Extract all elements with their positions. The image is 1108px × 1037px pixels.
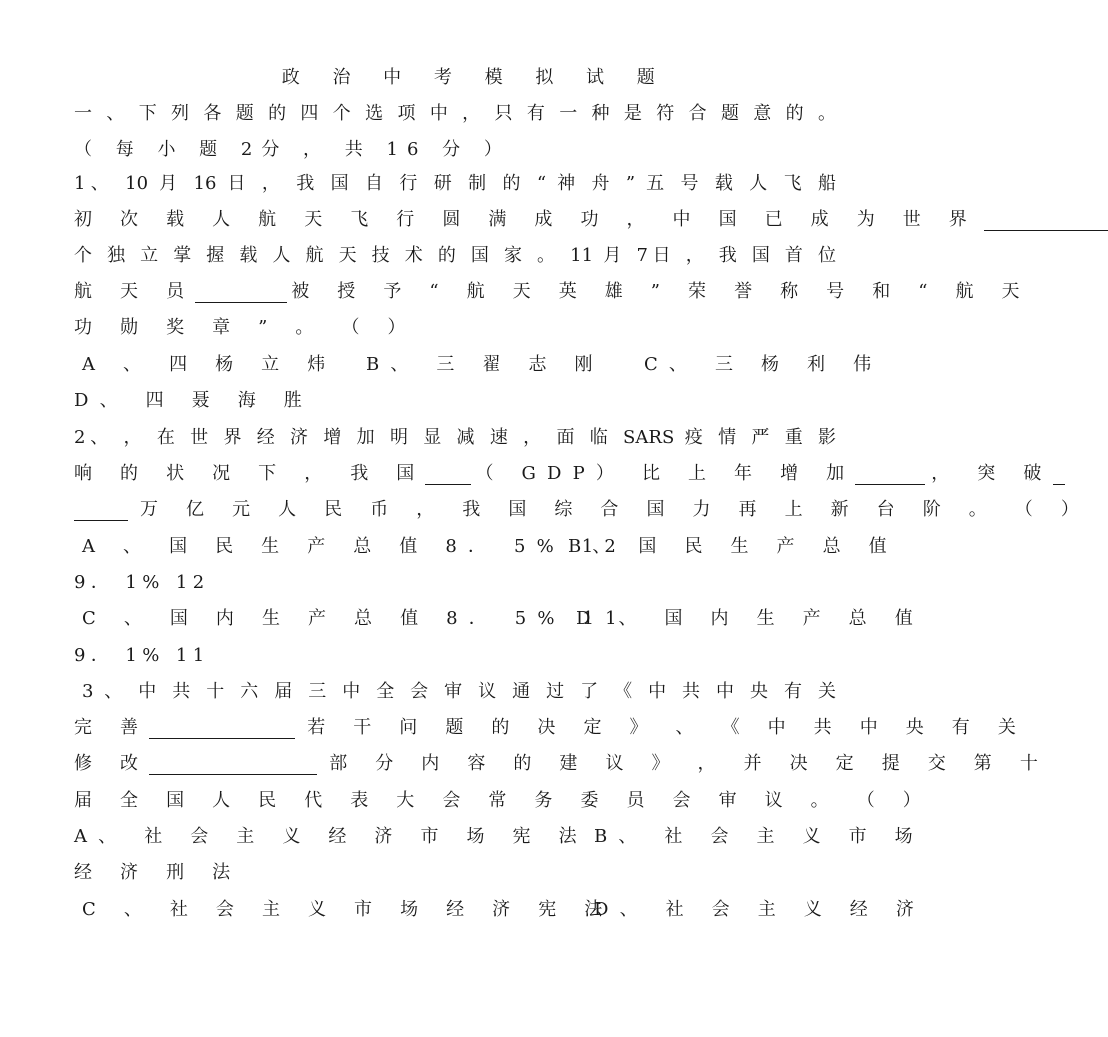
q2-blank-1: [425, 462, 471, 485]
q3-line-1: 3 、 中 共 十 六 届 三 中 全 会 审 议 通 过 了 《 中 共 中 央 有 关: [82, 681, 836, 702]
q3-option-b: B、 社 会 主 义 市 场: [594, 826, 924, 847]
q1-option-d: D、 四 聂 海 胜: [74, 390, 313, 411]
q2-line-2-c: ， 突 破: [931, 463, 1053, 484]
q3-line-3-pre: 修 改: [74, 753, 150, 774]
q3-line-2-post: 若 干 问 题 的 决 定 》 、 《 中 共 中 央 有 关: [307, 717, 1027, 738]
q2-blank-2: [855, 462, 925, 485]
q1-line-4: [74, 274, 1031, 310]
q3-line-4: 届 全 国 人 民 代 表 大 会 常 务 委 员 会 审 议 。 （ ）: [74, 790, 932, 811]
q1-option-a: A 、 四 杨 立 炜: [82, 354, 337, 375]
q2-line-3: [74, 492, 1090, 528]
q3-blank-1: [149, 716, 295, 739]
q3-option-b-cont: 经 济 刑 法: [74, 862, 242, 883]
q2-line-2-a: 响 的 状 况 下 ， 我 国: [74, 463, 426, 484]
q3-option-c: C 、 社 会 主 义 市 场 经 济 宪 法: [82, 899, 614, 920]
q3-line-3-post: 部 分 内 容 的 建 议 》 ， 并 决 定 提 交 第 十: [329, 753, 1049, 774]
q1-option-b: B、 三 翟 志 刚: [366, 354, 604, 375]
q1-line-2-text: 初 次 载 人 航 天 飞 行 圆 满 成 功 ， 中 国 已 成 为 世 界: [74, 209, 978, 230]
q2-line-2-b: （ GDP） 比 上 年 增 加: [475, 463, 856, 484]
q1-line-3: 个 独 立 掌 握 载 人 航 天 技 术 的 国 家 。 11 月 7日 ， 我 国 首 位: [74, 245, 836, 266]
q1-line-2: [74, 202, 978, 238]
q2-option-b: B、 国 民 生 产 总 值: [568, 536, 898, 557]
section-note: （ 每 小 题 2分 ， 共 16 分 ）: [74, 139, 511, 160]
q2-option-c: C 、 国 内 生 产 总 值 8． 5% 11: [82, 608, 628, 629]
section-header: 一 、 下 列 各 题 的 四 个 选 项 中 ， 只 有 一 种 是 符 合 题 意 的 。: [74, 103, 836, 124]
q1-line-1: 1、 10 月 16 日 ， 我 国 自 行 研 制 的 “ 神 舟 ” 五 号 载 人 飞 船: [74, 173, 836, 194]
q1-blank-1: [984, 208, 1108, 231]
q2-line-3-text: 万 亿 元 人 民 币 ， 我 国 综 合 国 力 再 上 新 台 阶 。 （ ）: [140, 499, 1090, 520]
q3-option-d: D、 社 会 主 义 经 济: [594, 899, 926, 920]
q2-option-d: D 、 国 内 生 产 总 值: [576, 608, 924, 629]
q1-line-4-post: 被 授 予 “ 航 天 英 雄 ” 荣 誉 称 号 和 “ 航 天: [291, 281, 1031, 302]
q1-line-4-pre: 航 天 员: [74, 281, 196, 302]
q1-option-c: C、 三 杨 利 伟: [644, 354, 883, 375]
q3-line-3: [74, 746, 1049, 782]
q3-options-cd: [74, 892, 926, 928]
q1-blank-2: [195, 280, 287, 303]
q2-blank-3-end: [74, 498, 128, 521]
q1-line-5: 功 勋 奖 章 ” 。 （ ）: [74, 317, 417, 338]
q2-line-2: [74, 456, 1053, 492]
q2-option-a: A 、 国 民 生 产 总 值 8． 5% 12: [82, 536, 627, 557]
q3-line-2-pre: 完 善: [74, 717, 150, 738]
q2-options-ab: [74, 529, 898, 565]
q2-option-b-cont: 9． 1% 12: [74, 572, 210, 593]
q2-line-1: 2、 ， 在 世 界 经 济 增 加 明 显 减 速 ， 面 临 SARS 疫 情 严 重 影: [74, 427, 836, 448]
q1-options-row: [74, 347, 883, 383]
q2-option-d-cont: 9． 1% 11: [74, 645, 210, 666]
page-title: 政 治 中 考 模 拟 试 题: [281, 67, 669, 88]
q3-line-2: [74, 710, 1027, 746]
q3-option-a: A、 社 会 主 义 经 济 市 场 宪 法: [74, 826, 588, 847]
q2-options-cd: [74, 601, 924, 637]
q3-options-ab: [74, 819, 924, 855]
q2-blank-3-start: [1053, 462, 1065, 485]
q3-blank-2: [149, 752, 317, 775]
